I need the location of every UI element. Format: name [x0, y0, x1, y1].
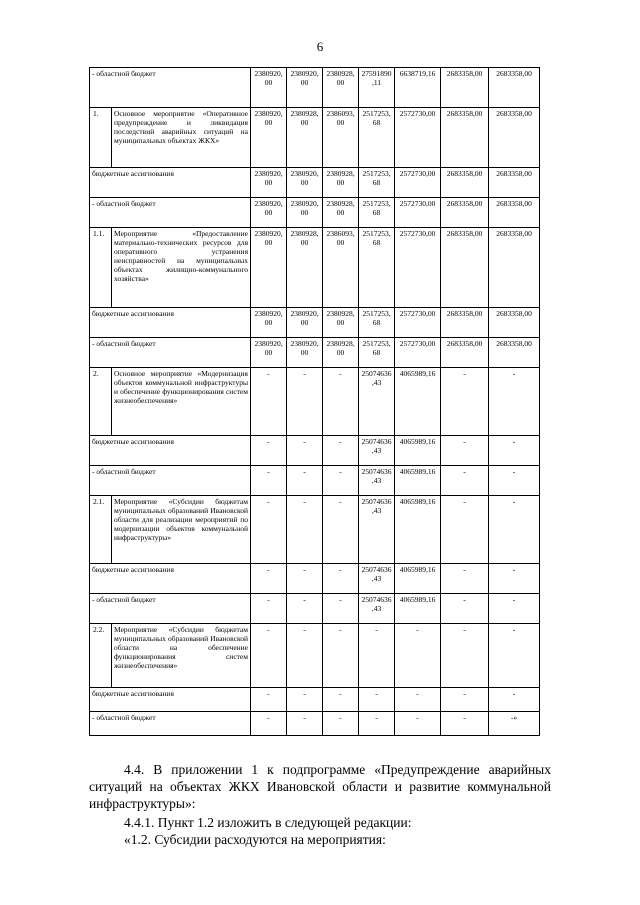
row-number-cell: 1.	[90, 108, 112, 168]
row-name-cell: Мероприятие «Предоставление материально-технических ресурсов для оперативного устранения неисправностей на муниципальных объектах жилищно-коммунального хозяйства»	[112, 228, 251, 308]
row-name-cell: Мероприятие «Субсидии бюджетам муниципальных образований Ивановской области на обеспечение функционирования систем жизнеобеспечения»	[112, 624, 251, 688]
value-cell: 2517253,68	[359, 198, 395, 228]
value-cell: 2380920,00	[287, 308, 323, 338]
value-cell: -	[489, 688, 540, 712]
value-cell: -	[489, 564, 540, 594]
table-row	[90, 436, 540, 466]
value-cell: 2683358,00	[489, 108, 540, 168]
value-cell: -	[251, 594, 287, 624]
value-cell: 2380920,00	[287, 68, 323, 108]
value-cell: 25074636,43	[359, 564, 395, 594]
table-row	[90, 108, 540, 168]
value-cell: -	[489, 466, 540, 496]
value-cell: 2683358,00	[489, 68, 540, 108]
value-cell: 2380920,00	[251, 108, 287, 168]
value-cell: 2386093,00	[323, 108, 359, 168]
value-cell: -	[441, 712, 489, 736]
value-cell: -	[441, 688, 489, 712]
table-row	[90, 564, 540, 594]
value-cell: 25074636,43	[359, 496, 395, 564]
value-cell: -	[323, 624, 359, 688]
value-cell: -	[251, 688, 287, 712]
table-row	[90, 198, 540, 228]
table-row	[90, 338, 540, 368]
value-cell: 25074636,43	[359, 594, 395, 624]
value-cell: -	[287, 594, 323, 624]
value-cell: 2683358,00	[441, 338, 489, 368]
value-cell: 2683358,00	[441, 68, 489, 108]
value-cell: -	[489, 496, 540, 564]
value-cell: -	[287, 712, 323, 736]
value-cell: -	[251, 624, 287, 688]
row-name-cell: - областной бюджет	[90, 466, 251, 496]
value-cell: 2683358,00	[489, 168, 540, 198]
value-cell: 2683358,00	[441, 168, 489, 198]
value-cell: 2683358,00	[489, 228, 540, 308]
row-name-cell: Основное мероприятие «Модернизация объектов коммунальной инфраструктуры и обеспечение функционирования систем жизнеобеспечения»	[112, 368, 251, 436]
paragraph-4-4: 4.4. В приложении 1 к подпрограмме «Предупреждение аварийных ситуаций на объектах ЖКХ Ивановской области и развитие коммунальной инфраструктуры»:	[89, 761, 551, 811]
table-row	[90, 68, 540, 108]
value-cell: 2380920,00	[251, 308, 287, 338]
value-cell: 2380928,00	[323, 68, 359, 108]
table-row	[90, 496, 540, 564]
value-cell: 2380928,00	[323, 198, 359, 228]
value-cell: 2380920,00	[287, 168, 323, 198]
value-cell: -	[395, 624, 441, 688]
row-number-cell: 1.1.	[90, 228, 112, 308]
value-cell: -	[489, 624, 540, 688]
value-cell: 2380920,00	[251, 68, 287, 108]
value-cell: -	[323, 564, 359, 594]
value-cell: 2517253,68	[359, 308, 395, 338]
value-cell: -	[251, 496, 287, 564]
value-cell: -	[489, 368, 540, 436]
value-cell: 25074636,43	[359, 466, 395, 496]
value-cell: 2683358,00	[441, 228, 489, 308]
value-cell: 2380920,00	[251, 228, 287, 308]
value-cell: -	[287, 688, 323, 712]
value-cell: 2517253,68	[359, 168, 395, 198]
value-cell: 2683358,00	[489, 198, 540, 228]
value-cell: 2380920,00	[251, 338, 287, 368]
row-number-cell: 2.1.	[90, 496, 112, 564]
paragraph-1-2-quote: «1.2. Субсидии расходуются на мероприятия:	[124, 831, 386, 847]
value-cell: -	[441, 496, 489, 564]
value-cell: -	[287, 624, 323, 688]
value-cell: -	[359, 712, 395, 736]
row-name-cell: бюджетные ассигнования	[90, 308, 251, 338]
row-name-cell: - областной бюджет	[90, 594, 251, 624]
value-cell: 2572730,00	[395, 198, 441, 228]
value-cell: 2572730,00	[395, 168, 441, 198]
value-cell: 2572730,00	[395, 228, 441, 308]
value-cell: -	[323, 466, 359, 496]
row-name-cell: бюджетные ассигнования	[90, 688, 251, 712]
value-cell: -	[359, 624, 395, 688]
value-cell: 2517253,68	[359, 108, 395, 168]
value-cell: 4065989,16	[395, 496, 441, 564]
value-cell: 2386093,00	[323, 228, 359, 308]
row-name-cell: - областной бюджет	[90, 198, 251, 228]
value-cell: -	[287, 436, 323, 466]
value-cell: 4065989,16	[395, 466, 441, 496]
value-cell: -	[441, 466, 489, 496]
row-name-cell: бюджетные ассигнования	[90, 436, 251, 466]
row-number-cell: 2.	[90, 368, 112, 436]
table-row	[90, 688, 540, 712]
budget-table	[89, 67, 540, 736]
value-cell: -	[323, 712, 359, 736]
value-cell: 2380920,00	[251, 198, 287, 228]
table-row	[90, 308, 540, 338]
value-cell: 2572730,00	[395, 308, 441, 338]
table-row	[90, 466, 540, 496]
row-name-cell: Основное мероприятие «Оперативное предупреждение и ликвидация последствий аварийных ситуаций на муниципальных объектах ЖКХ»	[112, 108, 251, 168]
value-cell: -	[441, 624, 489, 688]
value-cell: -	[287, 368, 323, 436]
table-row	[90, 228, 540, 308]
value-cell: -	[441, 564, 489, 594]
value-cell: 6638719,16	[395, 68, 441, 108]
value-cell: 2517253,68	[359, 228, 395, 308]
value-cell: -	[323, 496, 359, 564]
value-cell: -»	[489, 712, 540, 736]
value-cell: -	[323, 594, 359, 624]
value-cell: -	[441, 594, 489, 624]
value-cell: 2683358,00	[441, 308, 489, 338]
value-cell: 2380920,00	[287, 338, 323, 368]
value-cell: 25074636,43	[359, 436, 395, 466]
value-cell: -	[441, 368, 489, 436]
row-name-cell: бюджетные ассигнования	[90, 168, 251, 198]
row-number-cell: 2.2.	[90, 624, 112, 688]
value-cell: -	[287, 466, 323, 496]
value-cell: -	[251, 712, 287, 736]
row-name-cell: - областной бюджет	[90, 338, 251, 368]
table-row	[90, 594, 540, 624]
value-cell: -	[323, 436, 359, 466]
value-cell: -	[251, 466, 287, 496]
value-cell: 4065989,16	[395, 436, 441, 466]
row-name-cell: - областной бюджет	[90, 68, 251, 108]
value-cell: -	[359, 688, 395, 712]
value-cell: 2683358,00	[441, 108, 489, 168]
value-cell: -	[395, 688, 441, 712]
value-cell: -	[441, 436, 489, 466]
table-row	[90, 368, 540, 436]
value-cell: 2572730,00	[395, 108, 441, 168]
row-name-cell: бюджетные ассигнования	[90, 564, 251, 594]
value-cell: 2380928,00	[323, 168, 359, 198]
value-cell: -	[287, 496, 323, 564]
value-cell: 2380920,00	[251, 168, 287, 198]
value-cell: 4065989,16	[395, 564, 441, 594]
page-number: 6	[316, 39, 324, 54]
value-cell: 27591890,11	[359, 68, 395, 108]
value-cell: 4065989,16	[395, 368, 441, 436]
value-cell: -	[489, 594, 540, 624]
row-name-cell: Мероприятие «Субсидии бюджетам муниципальных образований Ивановской области для реализации мероприятий по модернизации объектов коммунальной инфраструктуры»	[112, 496, 251, 564]
table-row	[90, 168, 540, 198]
value-cell: 2572730,00	[395, 338, 441, 368]
paragraph-4-4-1: 4.4.1. Пункт 1.2 изложить в следующей редакции:	[124, 814, 412, 830]
value-cell: -	[287, 564, 323, 594]
table-row	[90, 624, 540, 688]
value-cell: 2517253,68	[359, 338, 395, 368]
value-cell: -	[251, 564, 287, 594]
value-cell: -	[251, 368, 287, 436]
value-cell: 2380920,00	[287, 198, 323, 228]
table-row	[90, 712, 540, 736]
value-cell: -	[323, 688, 359, 712]
value-cell: 2380928,00	[287, 228, 323, 308]
value-cell: 4065989,16	[395, 594, 441, 624]
value-cell: 2683358,00	[441, 198, 489, 228]
value-cell: -	[323, 368, 359, 436]
value-cell: 2380928,00	[287, 108, 323, 168]
value-cell: -	[489, 436, 540, 466]
value-cell: 2683358,00	[489, 308, 540, 338]
value-cell: 25074636,43	[359, 368, 395, 436]
value-cell: -	[395, 712, 441, 736]
value-cell: 2380928,00	[323, 338, 359, 368]
row-name-cell: - областной бюджет	[90, 712, 251, 736]
value-cell: 2683358,00	[489, 338, 540, 368]
value-cell: -	[251, 436, 287, 466]
value-cell: 2380928,00	[323, 308, 359, 338]
